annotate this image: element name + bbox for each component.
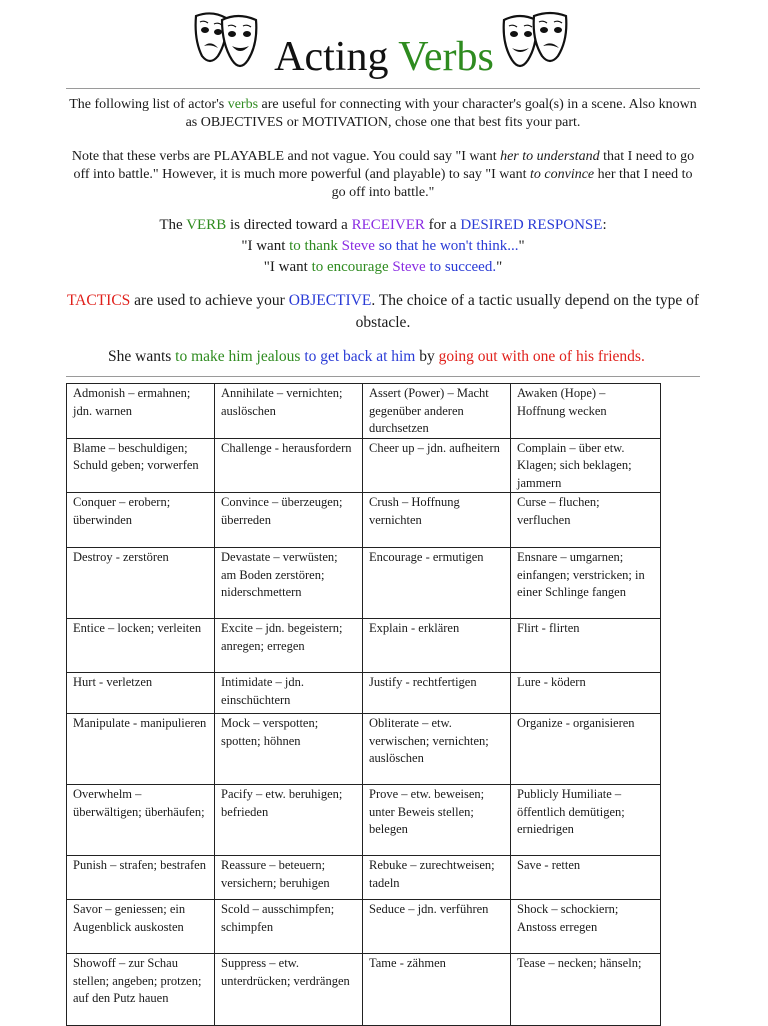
table-cell: Awaken (Hope) – Hoffnung wecken [511, 384, 661, 439]
table-cell: Scold – ausschimpfen; schimpfen [215, 900, 363, 954]
table-cell: Tease – necken; hänseln; [511, 954, 661, 1026]
page-title: Acting Verbs [274, 34, 494, 80]
table-cell: Curse – fluchen; verfluchen [511, 493, 661, 548]
table-cell: Mock – verspotten; spotten; höhnen [215, 714, 363, 785]
table-row [67, 493, 661, 548]
table-cell: Rebuke – zurechtweisen; tadeln [363, 856, 511, 900]
divider [66, 376, 700, 377]
table-row [67, 438, 661, 493]
table-cell: Showoff – zur Schau stellen; angeben; protzen; auf den Putz hauen [67, 954, 215, 1026]
divider [66, 88, 700, 89]
table-cell: Justify - rechtfertigen [363, 673, 511, 714]
example-encourage-line: "I want to encourage Steve to succeed." [263, 259, 503, 275]
table-cell: Challenge - herausfordern [215, 438, 363, 493]
table-row [67, 548, 661, 619]
table-row [67, 673, 661, 714]
table-cell: Excite – jdn. begeistern; anregen; erregen [215, 619, 363, 673]
table-cell: Encourage - ermutigen [363, 548, 511, 619]
table-row [67, 619, 661, 673]
table-cell: Tame - zähmen [363, 954, 511, 1026]
table-row [67, 384, 661, 439]
table-cell: Cheer up – jdn. aufheitern [363, 438, 511, 493]
table-cell: Intimidate – jdn. einschüchtern [215, 673, 363, 714]
table-cell: Blame – beschuldigen; Schuld geben; vorwerfen [67, 438, 215, 493]
table-cell: Overwhelm – überwältigen; überhäufen; [67, 785, 215, 856]
table-cell: Admonish – ermahnen; jdn. warnen [67, 384, 215, 439]
table-row [67, 785, 661, 856]
table-cell: Hurt - verletzen [67, 673, 215, 714]
header [0, 4, 768, 88]
verb-definition-line: The VERB is directed toward a RECEIVER for a DESIRED RESPONSE: [159, 217, 607, 233]
table-cell: Obliterate – etw. verwischen; vernichten; auslöschen [363, 714, 511, 785]
table-cell: Crush – Hoffnung vernichten [363, 493, 511, 548]
table-cell: Conquer – erobern; überwinden [67, 493, 215, 548]
table-cell: Publicly Humiliate – öffentlich demütigen; erniedrigen [511, 785, 661, 856]
table-cell: Lure - ködern [511, 673, 661, 714]
table-cell: Prove – etw. beweisen; unter Beweis stellen; belegen [363, 785, 511, 856]
table-cell: Assert (Power) – Macht gegenüber anderen durchsetzen [363, 384, 511, 439]
table-cell: Suppress – etw. unterdrücken; verdrängen [215, 954, 363, 1026]
table-row [67, 714, 661, 785]
table-cell: Ensnare – umgarnen; einfangen; verstricken; in einer Schlinge fangen [511, 548, 661, 619]
table-cell: Devastate – verwüsten; am Boden zerstören; niderschmettern [215, 548, 363, 619]
table-cell: Manipulate - manipulieren [67, 714, 215, 785]
table-cell: Complain – über etw. Klagen; sich beklagen; jammern [511, 438, 661, 493]
table-cell: Flirt - flirten [511, 619, 661, 673]
verb-receiver-block [66, 215, 700, 278]
table-row [67, 900, 661, 954]
table-cell: Annihilate – vernichten; auslöschen [215, 384, 363, 439]
tactics-example: She wants to make him jealous to get back at him by going out with one of his friends. [108, 348, 645, 365]
table-row [67, 856, 661, 900]
table-cell: Seduce – jdn. verführen [363, 900, 511, 954]
table-cell: Shock – schockiern; Anstoss erregen [511, 900, 661, 954]
playable-note-paragraph: Note that these verbs are PLAYABLE and not vague. You could say "I want her to understand that I need to go off into battle." However, it is much more powerful (and playable) to say "I want to convince her that I need to go off into battle." [71, 149, 695, 200]
intro-paragraph: The following list of actor's verbs are useful for connecting with your character's goal(s) in a scene. Also known as OBJECTIVES or MOTIVATION, chose one that best fits your part. [69, 97, 697, 130]
table-cell: Entice – locken; verleiten [67, 619, 215, 673]
table-cell: Pacify – etw. beruhigen; befrieden [215, 785, 363, 856]
table-cell: Punish – strafen; bestrafen [67, 856, 215, 900]
acting-verbs-table [66, 383, 661, 1026]
example-thank-line: "I want to thank Steve so that he won't think..." [241, 238, 525, 254]
theater-masks-icon [500, 10, 570, 76]
table-cell: Save - retten [511, 856, 661, 900]
table-cell: Organize - organisieren [511, 714, 661, 785]
table-cell: Reassure – beteuern; versichern; beruhigen [215, 856, 363, 900]
tactics-paragraph: TACTICS are used to achieve your OBJECTIVE. The choice of a tactic usually depend on the type of obstacle. [66, 292, 700, 331]
table-cell: Explain - erklären [363, 619, 511, 673]
table-cell: Convince – überzeugen; überreden [215, 493, 363, 548]
table-cell: Destroy - zerstören [67, 548, 215, 619]
table-row [67, 954, 661, 1026]
table-cell: Savor – geniessen; ein Augenblick auskosten [67, 900, 215, 954]
